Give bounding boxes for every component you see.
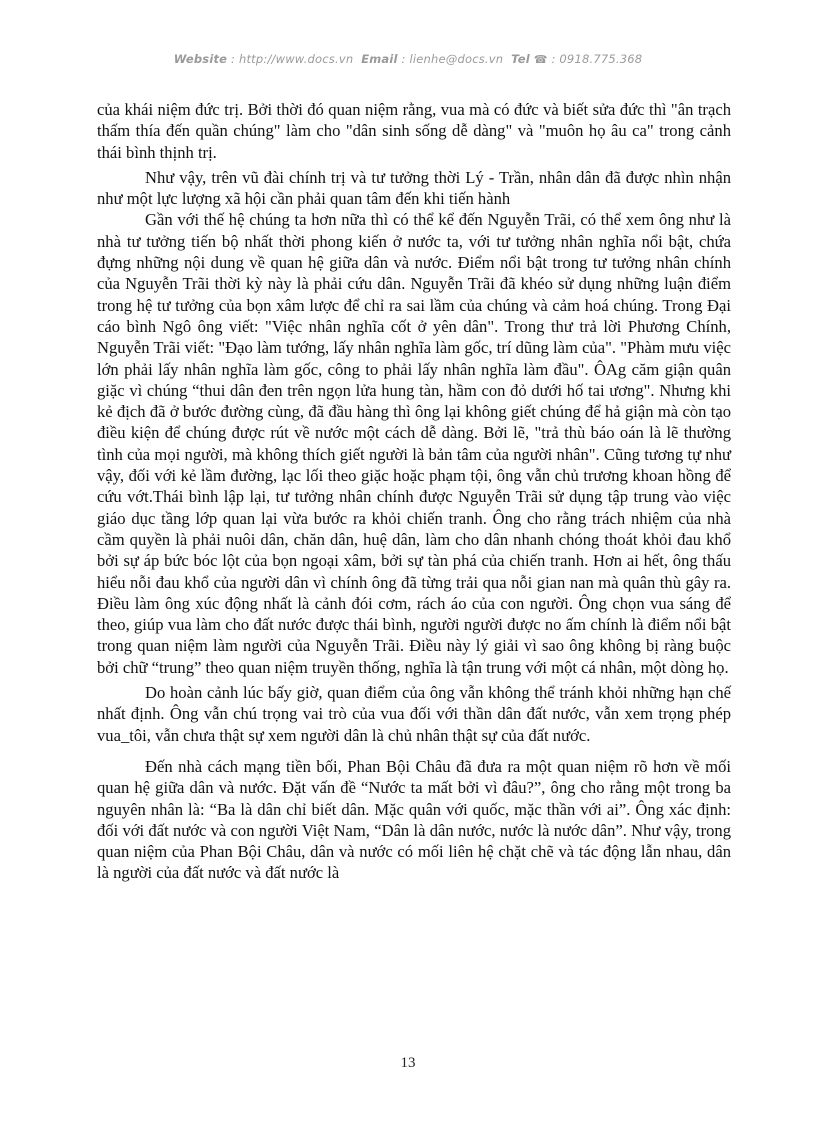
- website-url: : http://www.docs.vn: [227, 52, 358, 66]
- paragraph-limitations: Do hoàn cảnh lúc bấy giờ, quan điểm của ông vẫn không thể tránh khỏi những hạn chế nhất định. Ông vẫn chú trọng vai trò của vua đối với thần dân đất nước, vẫn xem trọng phép vua_tôi, vẫn chưa thật sự xem người dân là chủ nhân thật sự của đất nước.: [97, 683, 731, 745]
- tel-label: Tel: [511, 52, 530, 66]
- paragraph-ly-tran: Như vậy, trên vũ đài chính trị và tư tưởng thời Lý - Trần, nhân dân đã được nhìn nhận như một lực lượng xã hội cần phải quan tâm đến khi tiến hành: [97, 167, 731, 209]
- paragraph-phan-boi-chau: Đến nhà cách mạng tiền bối, Phan Bội Châu đã đưa ra một quan niệm rõ hơn về mối quan hệ giữa dân và nước. Đặt vấn đề “Nước ta mất bởi vì đâu?”, ông cho rằng một trong ba nguyên nhân là: “Ba là dân chỉ biết dân. Mặc quân với quốc, mặc thần với ai”. Ông xác định: đối với đất nước và con người Việt Nam, “Dân là dân nước, nước là nước dân”. Như vậy, trong quan niệm của Phan Bội Châu, dân và nước có mối liên hệ chặt chẽ và tác động lẫn nhau, dân là người của đất nước và đất nước là: [97, 756, 731, 883]
- email-address: : lienhe@docs.vn: [397, 52, 508, 66]
- telephone-icon: ☎: [533, 53, 548, 66]
- page-header: [0, 52, 816, 66]
- page-number: 13: [400, 1055, 416, 1071]
- website-label: Website: [173, 52, 228, 66]
- body-text: [97, 99, 731, 884]
- paragraph-continuation: của khái niệm đức trị. Bởi thời đó quan niệm rằng, vua mà có đức và biết sửa đức thì "ân trạch thấm thía đến quần chúng" làm cho "dân sinh sống dễ dàng" và "muôn họ âu ca" trong cảnh thái bình thịnh trị.: [97, 100, 731, 162]
- tel-number: : 0918.775.368: [547, 52, 643, 66]
- paragraph-nguyen-trai: Gần với thế hệ chúng ta hơn nữa thì có thể kể đến Nguyễn Trãi, có thể xem ông như là nhà tư tưởng tiến bộ nhất thời phong kiến ở nước ta, với tư tưởng nhân nghĩa nổi bật, chứa đựng những nội dung về quan hệ giữa dân và nước. Điểm nổi bật trong tư tưởng nhân chính của Nguyễn Trãi thời kỳ này là phải cứu dân. Nguyễn Trãi đã khéo sử dụng những luận điểm trong hệ tư tưởng của bọn xâm lược để chỉ ra sai lầm của chúng và cảm hoá chúng. Trong Đại cáo bình Ngô ông viết: "Việc nhân nghĩa cốt ở yên dân". Trong thư trả lời Phương Chính, Nguyễn Trãi viết: "Đạo làm tướng, lấy nhân nghĩa làm gốc, trí dũng làm của". "Phàm mưu việc lớn phải lấy nhân nghĩa làm gốc, công to phải lấy nhân nghĩa làm đầu". ÔAg căm giận quân giặc vì chúng “thui dân đen trên ngọn lửa hung tàn, hầm con đỏ dưới hố tai ương". Nhưng khi kẻ địch đã ở bước đường cùng, đã đầu hàng thì ông lại không giết chúng để hả giận mà còn tạo điều kiện để chúng được rút về nước một cách dễ dàng. Bởi lẽ, "trả thù báo oán là lẽ thường tình của mọi người, mà không thích giết người là bản tâm của người nhân". Cũng tương tự như vậy, đối với kẻ lầm đường, lạc lối theo giặc hoặc phạm tội, ông vẫn chủ trương khoan hồng để cứu vớt.Thái bình lập lại, tư tưởng nhân chính được Nguyễn Trãi sử dụng tập trung vào việc giáo dục tầng lớp quan lại vừa bước ra khỏi chiến tranh. Ông cho rằng trách nhiệm của nhà cầm quyền là phải nuôi dân, chăn dân, huệ dân, làm cho dân nhanh chóng thoát khỏi đau khổ bởi sự áp bức bóc lột của bọn ngoại xâm, bởi sự tàn phá của chiến tranh. Hơn ai hết, ông thấu hiểu nỗi đau khổ của người dân vì chính ông đã từng trải qua nỗi gian nan mà quân thù gây ra. Điều làm ông xúc động nhất là cảnh đói cơm, rách áo của con người. Ông chọn vua sáng để theo, giúp vua làm cho đất nước được thái bình, người người được no ấm chính là điểm nổi bật trong quan niệm làm người của Nguyễn Trãi. Điều này lý giải vì sao ông không bị ràng buộc bởi chữ “trung” theo quan niệm truyền thống, nghĩa là tận trung với một cá nhân, một dòng họ.: [97, 210, 731, 677]
- email-label: Email: [361, 52, 398, 66]
